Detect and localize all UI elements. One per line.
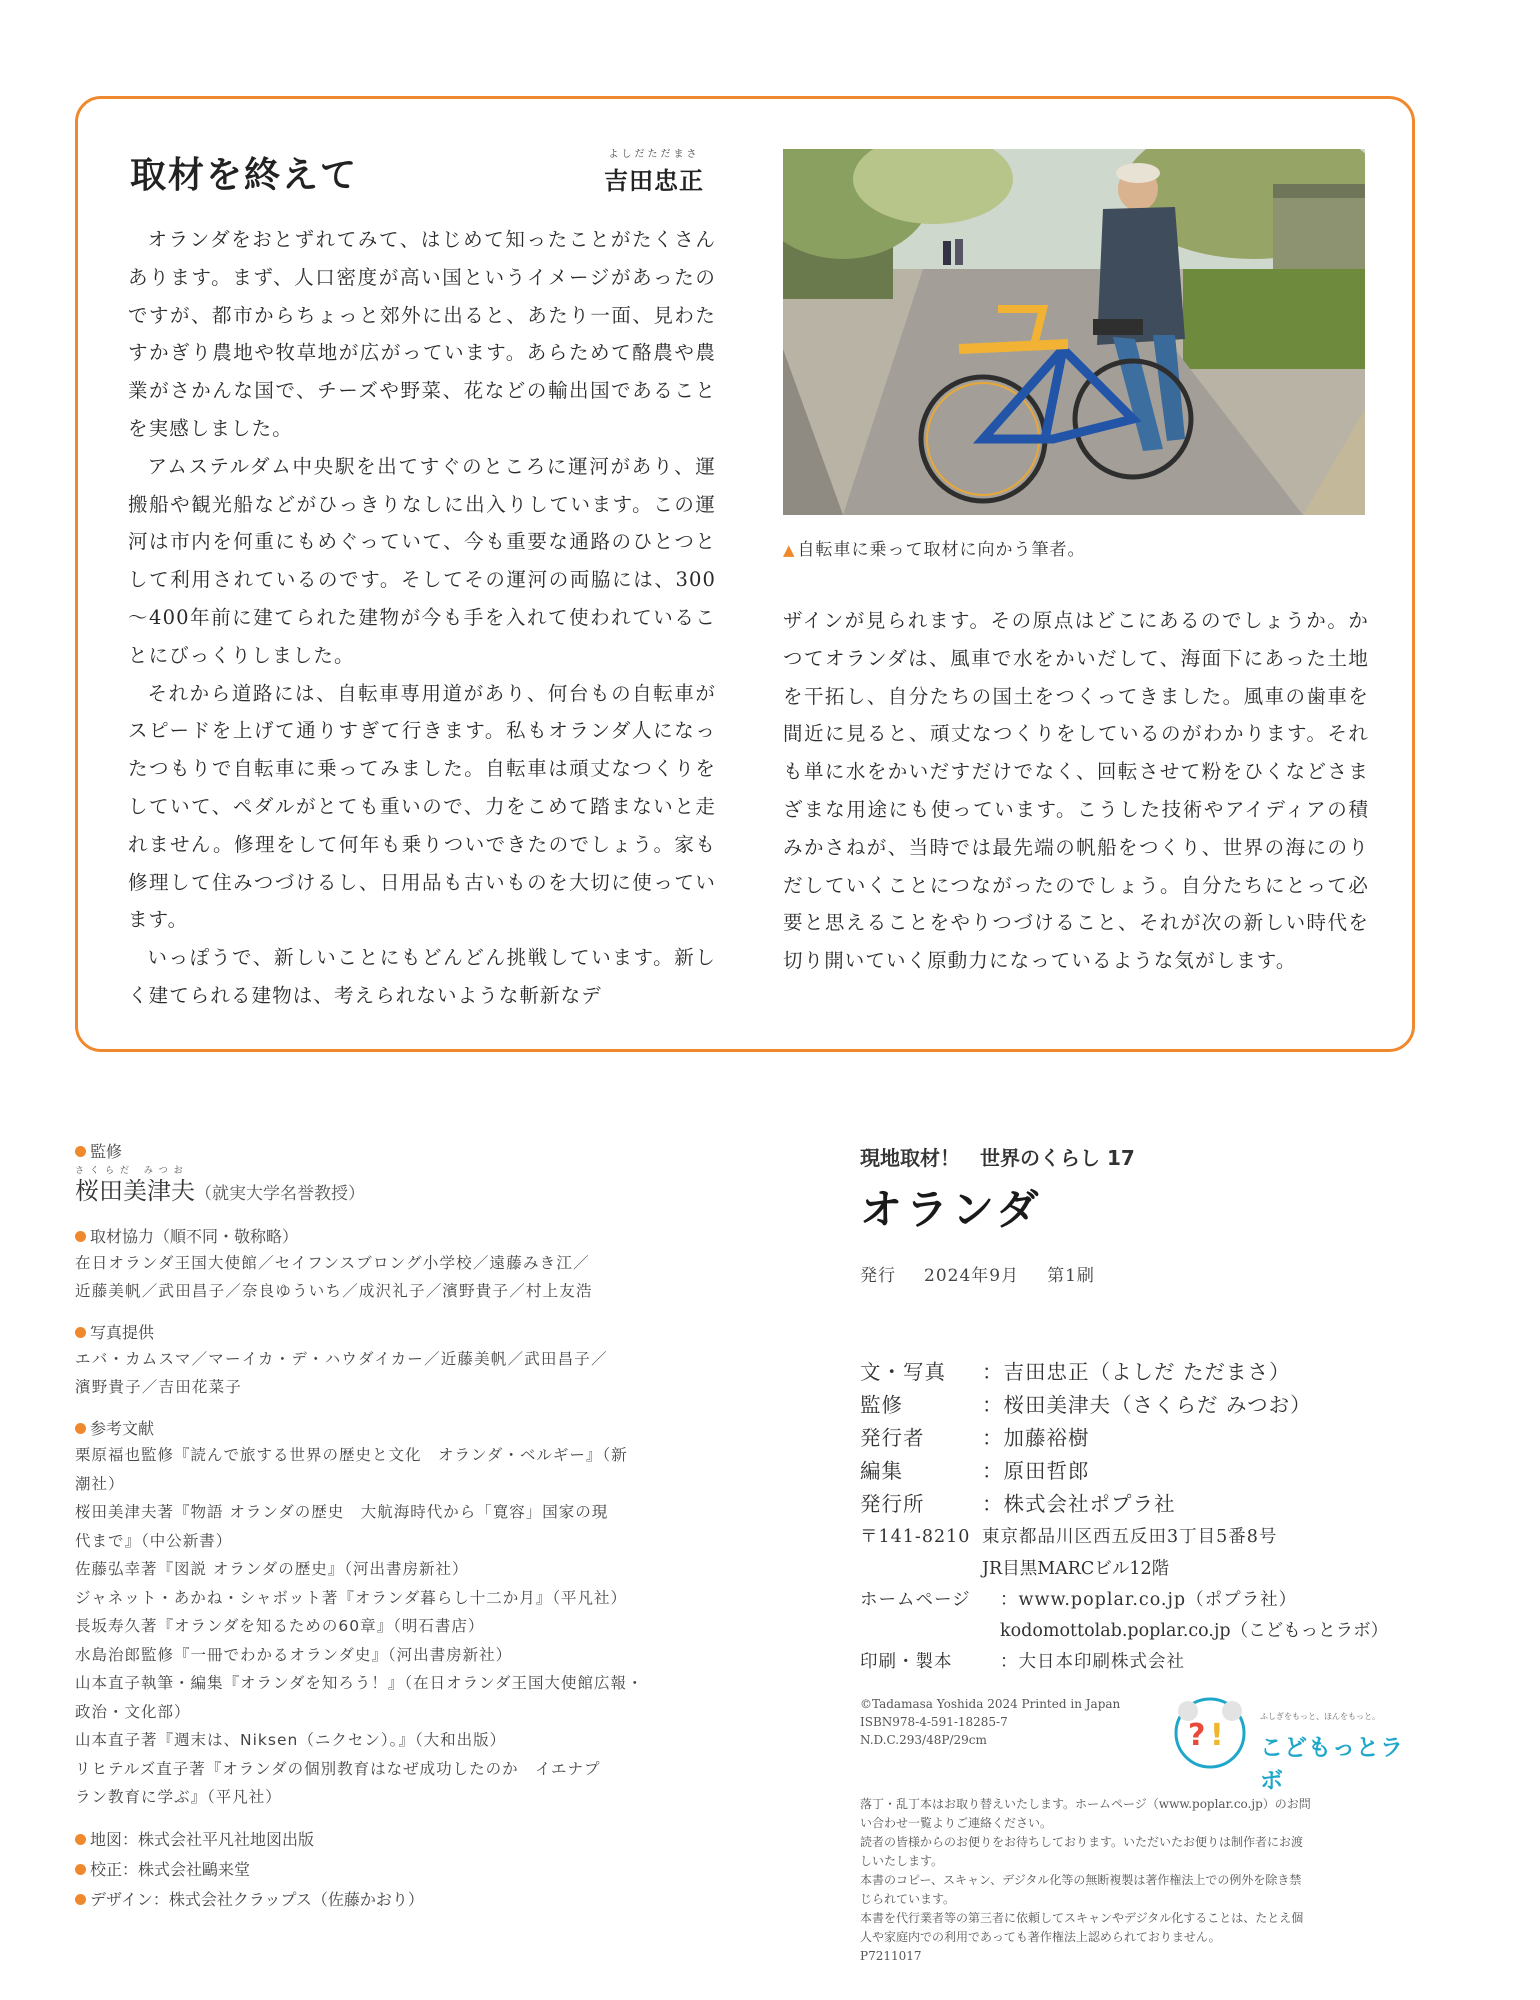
homepage-row: ホームページ ：www.poplar.co.jp（ポプラ社） xyxy=(860,1585,1420,1616)
credit-proofreading: 校正：株式会社鷗来堂 xyxy=(75,1858,715,1882)
bullet-icon xyxy=(75,1834,86,1845)
photo-caption-text: 自転車に乗って取材に向かう筆者。 xyxy=(797,540,1086,560)
supervisor-name: 桜田美津夫（就実大学名誉教授） xyxy=(75,1177,365,1205)
bullet-icon xyxy=(75,1423,86,1434)
homepage-link-secondary[interactable]: kodomottolab.poplar.co.jp（こどもっとラボ） xyxy=(1000,1621,1389,1641)
reference-line: リヒテルズ直子著『オランダの個別教育はなぜ成功したのか イエナプ xyxy=(75,1759,601,1778)
book-title: オランダ xyxy=(860,1185,1043,1234)
logo-tagline: ふしぎをもっと、ほんをもっと。 xyxy=(1260,1712,1380,1721)
afterword-left-column xyxy=(128,221,716,1015)
logo-text: こどもっとラボ xyxy=(1260,1735,1404,1794)
printing-row: 印刷・製本 ：大日本印刷株式会社 xyxy=(860,1652,1185,1672)
author-ruby: よしだただまさ xyxy=(608,149,700,160)
credit-map: 地図：株式会社平凡社地図出版 xyxy=(75,1828,715,1852)
credit-design: デザイン：株式会社クラップス（佐藤かおり） xyxy=(75,1888,715,1912)
bullet-icon xyxy=(75,1894,86,1905)
supervisor-ruby: さくらだ みつお xyxy=(75,1166,189,1176)
bullet-icon xyxy=(75,1146,86,1157)
bullet-icon xyxy=(75,1231,86,1242)
svg-text:!: ! xyxy=(1210,1718,1224,1753)
reference-line: 佐藤弘幸著『図説 オランダの歴史』（河出書房新社） xyxy=(75,1560,469,1578)
section-heading: 写真提供 xyxy=(75,1321,715,1345)
afterword-title: 取材を終えて xyxy=(130,155,359,196)
credit-line: 濱野貴子／吉田花菜子 xyxy=(75,1378,243,1396)
photo-caption xyxy=(783,535,1086,560)
paragraph: ザインが見られます。その原点はどこにあるのでしょうか。かつてオランダは、風車で水をかいだして、海面下にあった土地を干拓し、自分たちの国土をつくってきました。風車の歯車を間近に見ると、頑丈なつくりをしているのがわかります。それも単に水をかいだすだけでなく、回転させて粉をひくなどさまざまな用途にも使っています。こうした技術やアイディアの積みかさねが、当時では最先端の帆船をつくり、世界の海にのりだしていくことにつながったのでしょう。自分たちにとって必要と思えることをやりつづけること、それが次の新しい時代を切り開いていく原動力になっているような気がします。 xyxy=(783,609,1369,973)
legal-notice: 落丁・乱丁本はお取り替えいたします。ホームページ（www.poplar.co.jp）のお問 い合わせ一覧よりご連絡ください。 読者の皆様からのお便りをお待ちしております。いただいたお便りは制作者にお渡 しいたします。 本書のコピー、スキャン、デジタル化等の無断複製は著作権法上での例外を除き禁 じられています。 本書を代行業者等の第三者に依頼してスキャンやデジタル化することは、たとえ個 人や家庭内での利用であっても著作権法上認められておりません。 P7211017 xyxy=(860,1797,1311,1963)
reference-line: 栗原福也監修『読んで旅する世界の歴史と文化 オランダ・ベルギー』（新 xyxy=(75,1446,628,1464)
paragraph: オランダをおとずれてみて、はじめて知ったことがたくさんあります。まず、人口密度が高い国というイメージがあったのですが、都市からちょっと郊外に出ると、あたり一面、見わたすかぎり農地や牧草地が広がっています。あらためて酪農や農業がさかんな国で、チーズや野菜、花などの輸出国であることを実感しました。 xyxy=(128,228,716,440)
ndc: N.D.C.293/48P/29cm xyxy=(860,1733,987,1747)
reference-line: ジャネット・あかね・シャボット著『オランダ暮らし十二か月』（平凡社） xyxy=(75,1588,628,1607)
logo-mark-icon xyxy=(1168,1693,1254,1773)
credit-line: 在日オランダ王国大使館／セイフンスブロング小学校／遠藤みき江／ xyxy=(75,1254,590,1272)
references-list xyxy=(75,1441,715,1812)
address-line: JR目黒MARCビル12階 xyxy=(982,1559,1170,1579)
homepage-link[interactable]: ：www.poplar.co.jp（ポプラ社） xyxy=(1000,1590,1298,1610)
triangle-icon: ▲ xyxy=(783,541,796,559)
author-name: 吉田忠正 xyxy=(604,167,704,195)
staff-row: 編集 ：原田哲郎 xyxy=(860,1459,1090,1483)
paragraph: それから道路には、自転車専用道があり、何台もの自転車がスピードを上げて通りすぎて行きます。私もオランダ人になったつもりで自転車に乗ってみました。自転車は頑丈なつくりをしていて、ペダルがとても重いので、力をこめて踏まないと走れません。修理をして何年も乗りついできたのでしょう。家も修理して住みつづけるし、日用品も古いものを大切に使っています。 xyxy=(128,681,716,932)
afterword-right-column xyxy=(783,602,1369,980)
staff-row: 発行者 ：加藤裕樹 xyxy=(860,1426,1090,1450)
paragraph: アムステルダム中央駅を出てすぐのところに運河があり、運搬船や観光船などがひっきりなしに出入りしています。この運河は市内を何重にもめぐっていて、今も重要な通路のひとつとして利用されているのです。そしてその運河の両脇には、300～400年前に建てられた建物が今も手を入れて使われていることにびっくりしました。 xyxy=(128,454,716,667)
colophon xyxy=(860,1142,1420,1678)
afterword-author xyxy=(604,149,704,196)
bullet-icon xyxy=(75,1327,86,1338)
reference-line: 山本直子執筆・編集『オランダを知ろう！』（在日オランダ王国大使館広報・ xyxy=(75,1674,644,1692)
paragraph: いっぽうで、新しいことにもどんどん挑戦しています。新しく建てられる建物は、考えられないような斬新なデ xyxy=(128,946,716,1007)
credit-line: エバ・カムスマ／マーイカ・デ・ハウダイカー／近藤美帆／武田昌子／ xyxy=(75,1350,608,1368)
credit-line: 近藤美帆／武田昌子／奈良ゆういち／成沢礼子／濱野貴子／村上友浩 xyxy=(75,1282,593,1300)
reference-line: 山本直子著『週末は、Niksen（ニクセン）。』（大和出版） xyxy=(75,1731,507,1749)
section-heading: 取材協力（順不同・敬称略） xyxy=(75,1225,715,1249)
svg-text:?: ? xyxy=(1188,1718,1206,1753)
bullet-icon xyxy=(75,1864,86,1875)
kodomottolab-logo xyxy=(1168,1693,1418,1794)
author-cycling-photo xyxy=(783,149,1365,515)
staff-list xyxy=(860,1356,1420,1678)
staff-row: 文・写真 ：吉田忠正（よしだ ただまさ） xyxy=(860,1360,1291,1384)
afterword-box xyxy=(75,96,1415,1052)
reference-line: 桜田美津夫著『物語 オランダの歴史 大航海時代から「寛容」国家の現 xyxy=(75,1503,609,1521)
staff-row: 監修 ：桜田美津夫（さくらだ みつお） xyxy=(860,1393,1312,1417)
copyright: ©Tadamasa Yoshida 2024 Printed in Japan xyxy=(860,1697,1121,1711)
series-title: 現地取材！ 世界のくらし 17 xyxy=(860,1146,1135,1170)
address-row: 〒141-8210 東京都品川区西五反田3丁目5番8号 xyxy=(860,1527,1278,1547)
staff-row: 発行所 ：株式会社ポプラ社 xyxy=(860,1492,1176,1516)
reference-line: 水島治郎監修『一冊でわかるオランダ史』（河出書房新社） xyxy=(75,1645,513,1664)
reference-line: 長坂寿久著『オランダを知るための60章』（明石書店） xyxy=(75,1617,485,1635)
reference-line: 代まで』（中公新書） xyxy=(75,1531,233,1550)
isbn: ISBN978-4-591-18285-7 xyxy=(860,1715,1008,1729)
credits xyxy=(75,1140,715,1912)
section-heading: 監修 xyxy=(75,1140,715,1164)
reference-line: ラン教育に学ぶ』（平凡社） xyxy=(75,1788,282,1806)
issue-info: 発行 2024年9月 第1刷 xyxy=(860,1266,1095,1286)
section-heading: 参考文献 xyxy=(75,1417,715,1441)
reference-line: 政治・文化部） xyxy=(75,1702,191,1721)
reference-line: 潮社） xyxy=(75,1474,125,1493)
supervisor-affiliation: （就実大学名誉教授） xyxy=(195,1184,365,1204)
isbn-block xyxy=(860,1695,1120,1749)
